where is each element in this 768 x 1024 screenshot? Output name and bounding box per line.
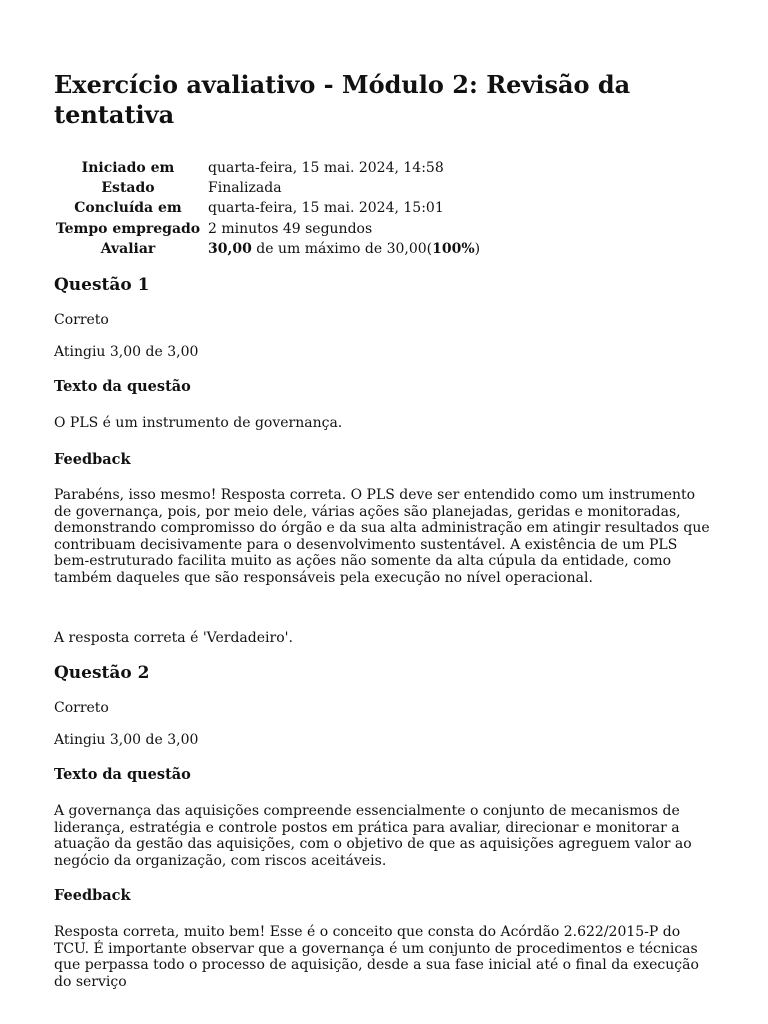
summary-row-time (54, 219, 480, 239)
grade-value (208, 239, 480, 259)
time-label: Tempo empregado (55, 220, 201, 237)
completed-label: Concluída em (74, 200, 182, 217)
started-label: Iniciado em (81, 160, 175, 176)
question-text: O PLS é um instrumento de governança. (54, 415, 343, 431)
summary-row-completed (54, 198, 480, 218)
summary-row-state (54, 178, 480, 198)
feedback-heading: Feedback (54, 451, 131, 468)
question-status: Correto (54, 312, 109, 328)
question-mark: Atingiu 3,00 de 3,00 (54, 344, 199, 360)
grade-end: ) (474, 240, 481, 257)
grade-label: Avaliar (100, 240, 156, 257)
question-text-heading: Texto da questão (54, 378, 191, 395)
started-value: quarta-feira, 15 mai. 2024, 14:58 (208, 160, 444, 176)
time-value: 2 minutos 49 segundos (208, 220, 373, 237)
page-title: Exercício avaliativo - Módulo 2: Revisão da tentativa (54, 70, 631, 129)
attempt-summary-table (54, 158, 480, 259)
state-value: Finalizada (208, 180, 282, 197)
question-text-heading: Texto da questão (54, 766, 191, 783)
question-mark: Atingiu 3,00 de 3,00 (54, 732, 199, 748)
summary-row-grade (54, 239, 480, 259)
grade-percent: 100% (432, 240, 475, 257)
feedback-text: Parabéns, isso mesmo! Resposta correta. O PLS deve ser entendido como um instrumento de governança, pois, por meio dele, várias ações são planejadas, geridas e monitoradas, demonstrando compromisso do órgão e da sua alta administração em atingir resultados que contribuam decisivamente para o desenvolvimento sustentável. A existência de um PLS bem-estruturado facilita muito as ações não somente da alta cúpula da entidade, como também daqueles que são responsáveis pela execução no nível operacional. (54, 487, 710, 586)
question-status: Correto (54, 700, 109, 716)
completed-value: quarta-feira, 15 mai. 2024, 15:01 (208, 200, 444, 217)
question-text: A governança das aquisições compreende essencialmente o conjunto de mecanismos de liderança, estratégia e controle postos em prática para avaliar, direcionar e monitorar a atuação da gestão das aquisições, com o objetivo de que as aquisições agreguem valor ao negócio da organização, com riscos aceitáveis. (54, 803, 692, 869)
feedback-text: Resposta correta, muito bem! Esse é o conceito que consta do Acórdão 2.622/2015-P do TCU. É importante observar que a governança é um conjunto de procedimentos e técnicas que perpassa todo o processo de aquisição, desde a sua fase inicial até o final da execução do serviço (54, 924, 699, 990)
state-label: Estado (101, 180, 155, 197)
grade-middle: de um máximo de 30,00( (251, 240, 433, 257)
grade-score: 30,00 (208, 240, 252, 257)
review-header (54, 70, 714, 259)
right-answer: A resposta correta é 'Verdadeiro'. (54, 630, 293, 646)
summary-row-started (54, 158, 480, 178)
feedback-heading: Feedback (54, 887, 131, 904)
question-title: Questão 1 (54, 275, 150, 295)
question-title: Questão 2 (54, 663, 150, 683)
